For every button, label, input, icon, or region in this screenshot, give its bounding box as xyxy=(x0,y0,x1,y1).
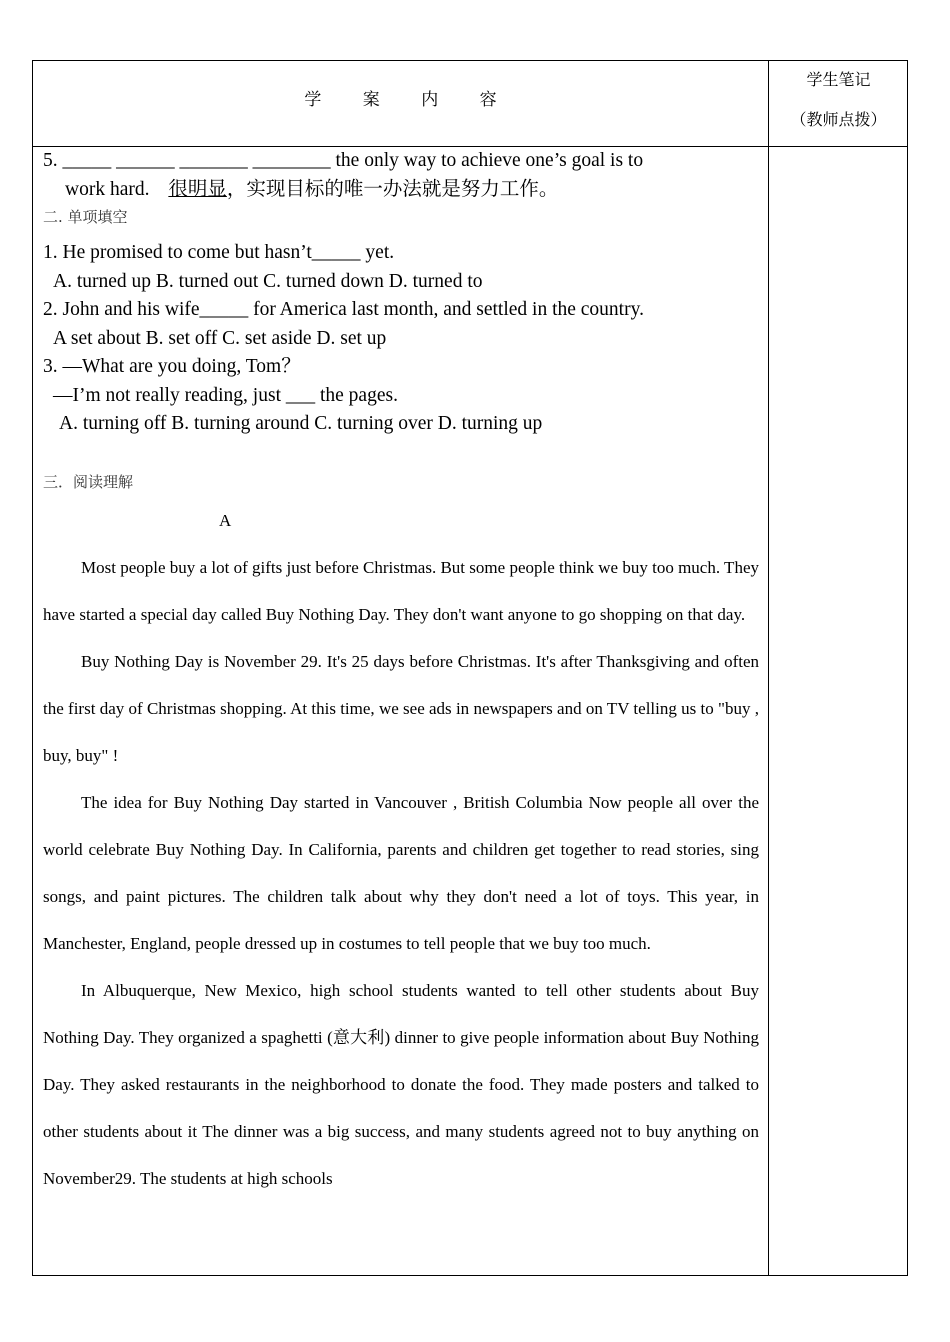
mc-options-3: A. turning off B. turning around C. turning over D. turning up xyxy=(59,413,543,434)
section-2-title: 二. 单项填空 xyxy=(43,208,128,226)
mc-question-2: 2. John and his wife_____ for America last month, and settled in the country. xyxy=(43,299,644,320)
q5-prefix: work hard. xyxy=(65,178,150,200)
passage-paragraph: The idea for Buy Nothing Day started in Vancouver , British Columbia Now people all over the world celebrate Buy Nothing Day. In California, parents and children get together to read stories, sing songs, and paint pictures. The children talk about why they don't need a lot of toys. This year, in Manchester, England, people dressed up in costumes to tell people that we buy too much. xyxy=(43,792,759,953)
header-char: 学 xyxy=(304,90,322,110)
q5-underlined: 很明显 xyxy=(168,178,227,200)
lesson-plan-table xyxy=(32,60,908,1276)
question-5-line1: 5. _____ ______ _______ ________ the only way to achieve one’s goal is to xyxy=(43,150,644,171)
header-char: 案 xyxy=(362,90,380,110)
passage-label: A xyxy=(219,510,232,530)
content-cell xyxy=(43,147,759,1202)
mc-options-2: A set about B. set off C. set aside D. set up xyxy=(53,327,387,349)
question-5-line2 xyxy=(43,176,759,205)
section-3-title: 三．阅读理解 xyxy=(43,472,134,491)
column-divider xyxy=(768,61,769,1275)
header-char: 容 xyxy=(479,90,497,110)
mc-question-3-reply: —I’m not really reading, just ___ the pages. xyxy=(53,384,398,406)
notes-header-subtitle: （教师点拨） xyxy=(790,110,887,129)
header-char: 内 xyxy=(421,90,439,110)
mc-question-1: 1. He promised to come but hasn’t_____ yet. xyxy=(43,242,395,263)
content-column-header xyxy=(33,85,768,110)
notes-header-title: 学生笔记 xyxy=(806,70,871,89)
q5-suffix: ，实现目标的唯一办法就是努力工作。 xyxy=(226,178,559,200)
passage-paragraph: Most people buy a lot of gifts just before Christmas. But some people think we buy too much. They have started a special day called Buy Nothing Day. They don't want anyone to go shopping on that day. xyxy=(43,557,759,624)
passage-paragraph: Buy Nothing Day is November 29. It's 25 days before Christmas. It's after Thanksgiving and often the first day of Christmas shopping. At this time, we see ads in newspapers and on TV telling us to "buy , buy, buy" ! xyxy=(43,651,759,765)
mc-question-3: 3. —What are you doing, Tom？ xyxy=(43,356,301,377)
passage-paragraph: In Albuquerque, New Mexico, high school students wanted to tell other students about Buy Nothing Day. They organized a spaghetti (意大利) dinner to give people information about Buy Nothing Day. They asked restaurants in the neighborhood to donate the food. They made posters and talked to other students about it The dinner was a big success, and many students agreed not to buy anything on November29. The students at high schools xyxy=(43,980,759,1188)
mc-options-1: A. turned up B. turned out C. turned down D. turned to xyxy=(53,270,483,292)
